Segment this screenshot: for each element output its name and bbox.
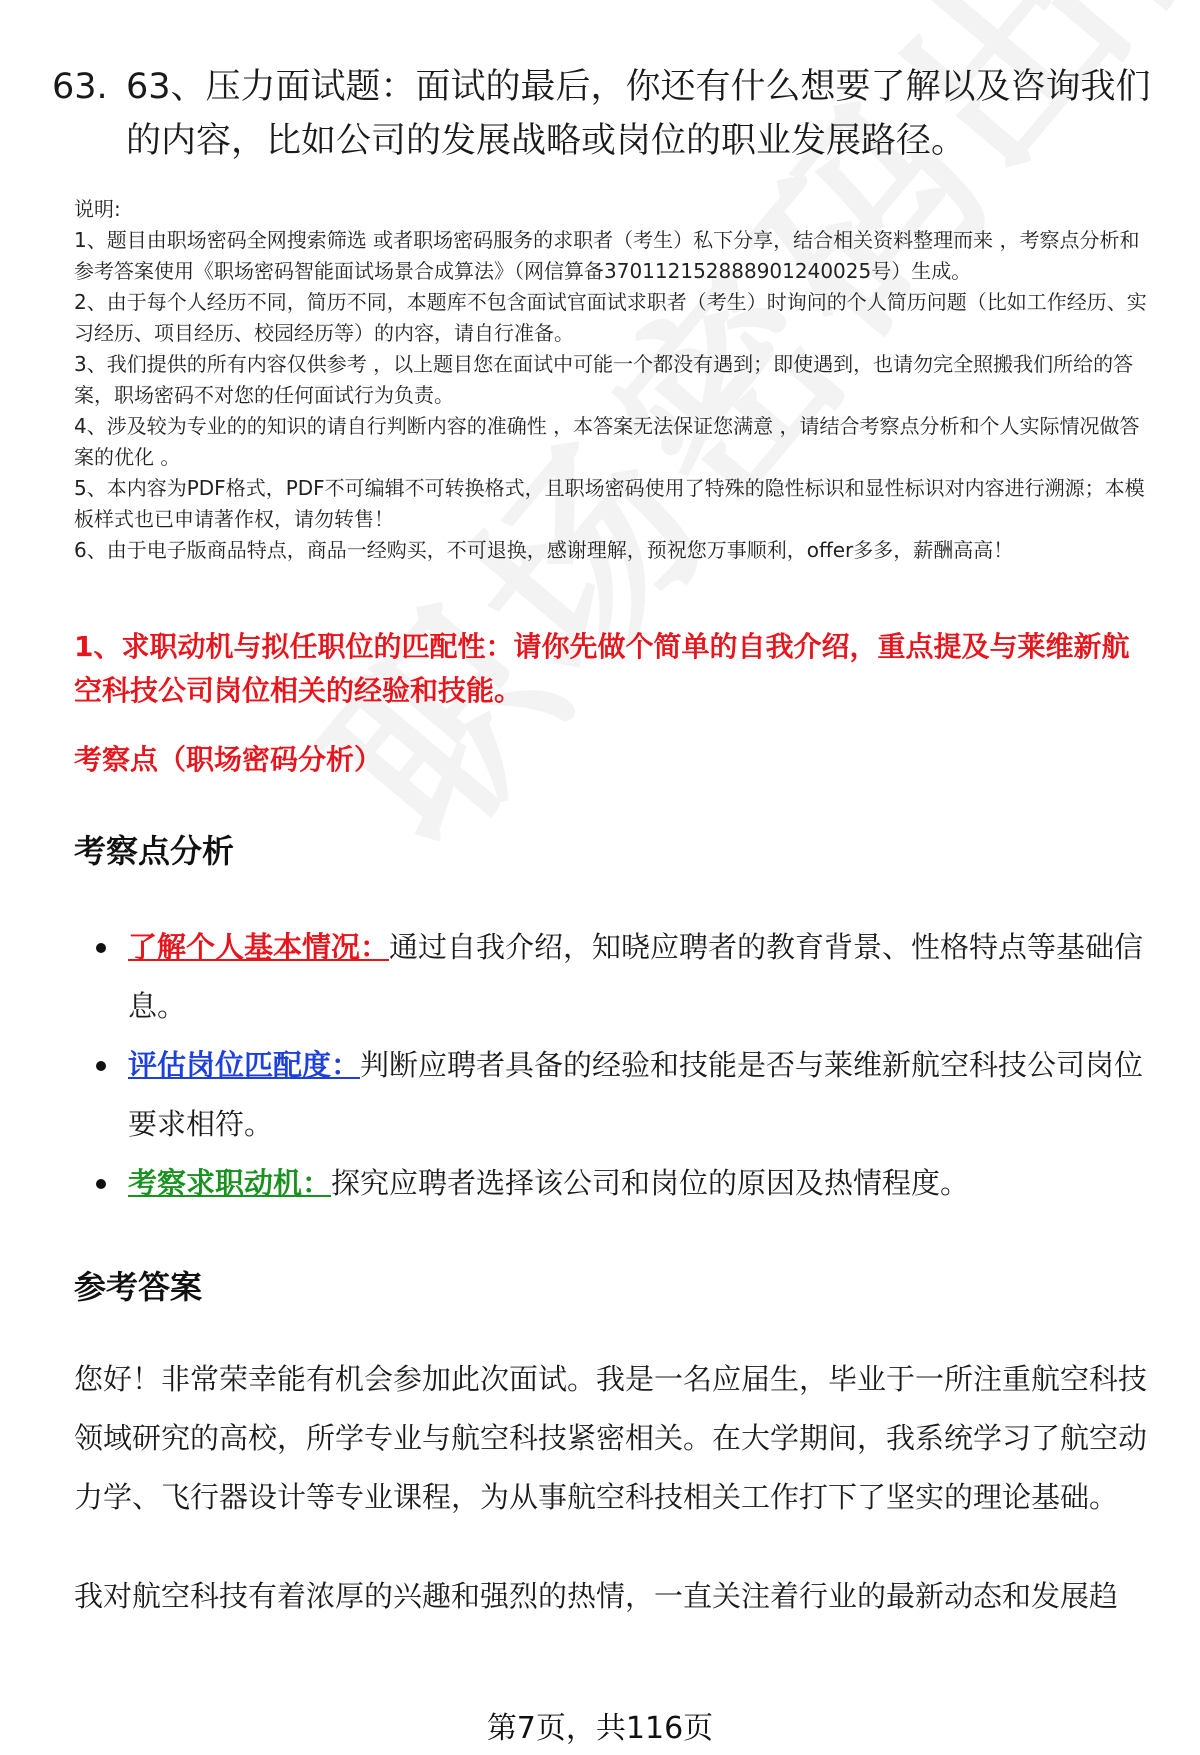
bullet-text: 判断应聘者具备的经验和技能是否与莱维新航空科技公司岗位要求相符。 [128, 1048, 1144, 1141]
list-item [96, 1154, 1166, 1213]
section-question: 1、求职动机与拟任职位的匹配性：请你先做个简单的自我介绍，重点提及与莱维新航空科技公司岗位相关的经验和技能。 [74, 630, 1130, 707]
note-item: 3、我们提供的所有内容仅供参考 ，以上题目您在面试中可能一个都没有遇到；即使遇到，也请勿完全照搬我们所给的答案，职场密码不对您的任何面试行为负责。 [74, 352, 1134, 407]
point-heading: 考察点（职场密码分析） [74, 743, 383, 776]
analysis-list [96, 918, 1166, 1213]
question-text: 63、压力面试题：面试的最后，你还有什么想要了解以及咨询我们的内容，比如公司的发展战略或岗位的职业发展路径。 [126, 67, 1151, 161]
question-number: 63. [52, 67, 108, 107]
answer-body [74, 1350, 1154, 1666]
answer-paragraph: 我对航空科技有着浓厚的兴趣和强烈的热情，一直关注着行业的最新动态和发展趋 [74, 1579, 1119, 1613]
bullet-label: 考察求职动机： [128, 1166, 332, 1200]
note-item: 4、涉及较为专业的的知识的请自行判断内容的准确性 ，本答案无法保证您满意 ，请结合考察点分析和个人实际情况做答案的优化 。 [74, 414, 1140, 469]
bullet-icon [96, 943, 106, 953]
page-footer: 第7页，共116页 [486, 1711, 714, 1746]
note-item: 5、本内容为PDF格式，PDF不可编辑不可转换格式，且职场密码使用了特殊的隐性标识和显性标识对内容进行溯源；本模板样式也已申请著作权，请勿转售！ [74, 476, 1145, 531]
answer-paragraph: 您好！非常荣幸能有机会参加此次面试。我是一名应届生，毕业于一所注重航空科技领域研究的高校，所学专业与航空科技紧密相关。在大学期间，我系统学习了航空动力学、飞行器设计等专业课程，为从事航空科技相关工作打下了坚实的理论基础。 [74, 1362, 1148, 1514]
bullet-text: 通过自我介绍，知晓应聘者的教育背景、性格特点等基础信息。 [128, 930, 1144, 1023]
note-item: 1、题目由职场密码全网搜索筛选 或者职场密码服务的求职者（考生）私下分享，结合相关资料整理而来 ，考察点分析和参考答案使用《职场密码智能面试场景合成算法》（网信算备370112152888901240025号）生成。 [74, 228, 1140, 283]
bullet-label: 评估岗位匹配度： [128, 1048, 361, 1082]
bullet-icon [96, 1061, 106, 1071]
list-item [96, 918, 1166, 1036]
note-item: 2、由于每个人经历不同，简历不同，本题库不包含面试官面试求职者（考生）时询问的个人简历问题（比如工作经历、实习经历、项目经历、校园经历等）的内容，请自行准备。 [74, 290, 1147, 345]
notes-heading: 说明: [74, 197, 121, 221]
notes-block [74, 194, 1154, 566]
bullet-icon [96, 1179, 106, 1189]
answer-heading: 参考答案 [74, 1268, 203, 1306]
list-item [96, 1036, 1166, 1154]
question-title [52, 60, 1152, 168]
analysis-heading: 考察点分析 [74, 832, 235, 870]
note-item: 6、由于电子版商品特点，商品一经购买，不可退换，感谢理解，预祝您万事顺利，offer多多，薪酬高高！ [74, 538, 1014, 562]
bullet-label: 了解个人基本情况： [128, 930, 390, 964]
bullet-text: 探究应聘者选择该公司和岗位的原因及热情程度。 [331, 1166, 970, 1200]
